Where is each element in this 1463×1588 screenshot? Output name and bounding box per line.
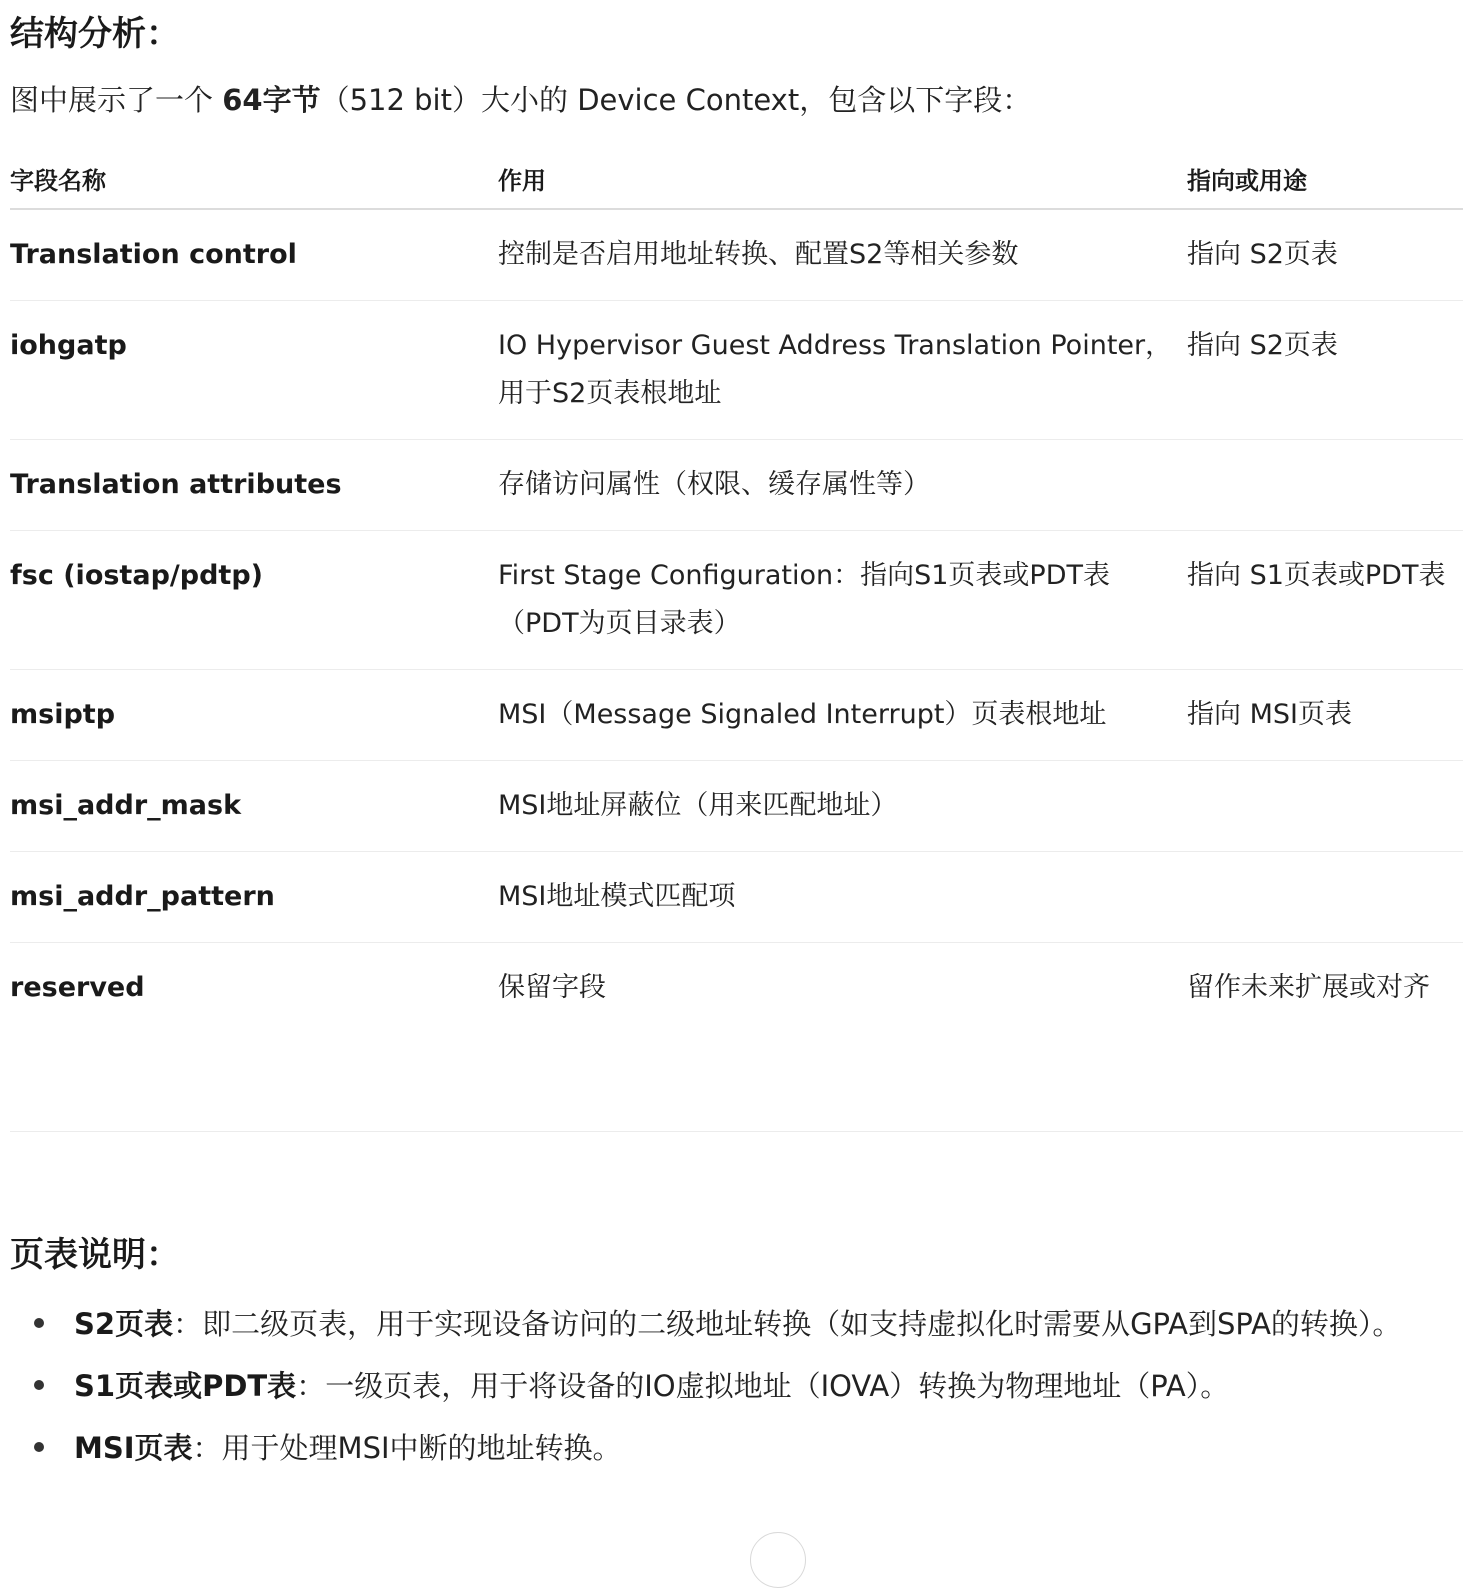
field-target (1187, 852, 1463, 943)
field-name: msiptp (10, 670, 498, 761)
field-purpose: MSI地址模式匹配项 (498, 852, 1187, 943)
scroll-down-button[interactable] (750, 1532, 806, 1588)
field-name: fsc (iostap/pdtp) (10, 531, 498, 670)
field-target: 指向 S2页表 (1187, 301, 1463, 440)
table-row (10, 852, 1463, 943)
intro-prefix: 图中展示了一个 (10, 83, 223, 117)
field-target: 留作未来扩展或对齐 (1187, 972, 1430, 1003)
bullet-dot (34, 1318, 44, 1328)
field-name: msi_addr_pattern (10, 852, 498, 943)
table-row (10, 301, 1463, 440)
field-target: 指向 S2页表 (1187, 209, 1463, 301)
list-item-text: ：即二级页表，用于实现设备访问的二级地址转换（如支持虚拟化时需要从GPA到SPA的转换）。 (173, 1307, 1402, 1341)
section-heading-structure: 结构分析： (10, 14, 180, 54)
bullet-dot (34, 1442, 44, 1452)
bullet-dot (34, 1380, 44, 1390)
table-row (10, 943, 1463, 1034)
list-item (10, 1298, 1463, 1350)
field-target (1187, 440, 1463, 531)
section-divider (10, 1131, 1463, 1132)
intro-paragraph (10, 78, 1031, 119)
field-purpose: 控制是否启用地址转换、配置S2等相关参数 (498, 209, 1187, 301)
field-purpose: MSI（Message Signaled Interrupt）页表根地址 (498, 670, 1187, 761)
field-purpose: First Stage Configuration：指向S1页表或PDT表（PDT为页目录表） (498, 531, 1187, 670)
intro-bold-size: 64字节 (222, 83, 321, 117)
column-header-purpose: 作用 (498, 148, 1187, 209)
field-name: Translation control (10, 209, 498, 301)
list-item-term: S1页表或PDT表 (74, 1369, 297, 1403)
list-item-term: S2页表 (74, 1307, 174, 1341)
section-heading-page-tables: 页表说明： (10, 1235, 180, 1275)
intro-suffix: （512 bit）大小的 Device Context，包含以下字段： (320, 83, 1032, 117)
field-target (1187, 761, 1463, 852)
field-purpose: 存储访问属性（权限、缓存属性等） (498, 440, 1187, 531)
column-header-target: 指向或用途 (1187, 148, 1463, 209)
list-item-text: ：一级页表，用于将设备的IO虚拟地址（IOVA）转换为物理地址（PA）。 (296, 1369, 1230, 1403)
table-header-row (10, 148, 1463, 209)
list-item (10, 1360, 1463, 1412)
list-item (10, 1422, 1463, 1474)
field-name: Translation attributes (10, 440, 498, 531)
table-row (10, 209, 1463, 301)
field-purpose: MSI地址屏蔽位（用来匹配地址） (498, 761, 1187, 852)
table-row (10, 440, 1463, 531)
field-purpose: 保留字段 (498, 972, 606, 1003)
table-row (10, 761, 1463, 852)
list-item-term: MSI页表 (74, 1431, 193, 1465)
field-name: reserved (10, 972, 145, 1003)
field-purpose: IO Hypervisor Guest Address Translation Pointer，用于S2页表根地址 (498, 301, 1187, 440)
field-name: iohgatp (10, 301, 498, 440)
table-row (10, 531, 1463, 670)
fields-table (10, 148, 1463, 1033)
list-item-text: ：用于处理MSI中断的地址转换。 (192, 1431, 622, 1465)
field-target: 指向 MSI页表 (1187, 670, 1463, 761)
table-row (10, 670, 1463, 761)
column-header-name: 字段名称 (10, 148, 498, 209)
field-name: msi_addr_mask (10, 761, 498, 852)
field-target: 指向 S1页表或PDT表 (1187, 531, 1463, 670)
page-table-notes (10, 1298, 1463, 1484)
